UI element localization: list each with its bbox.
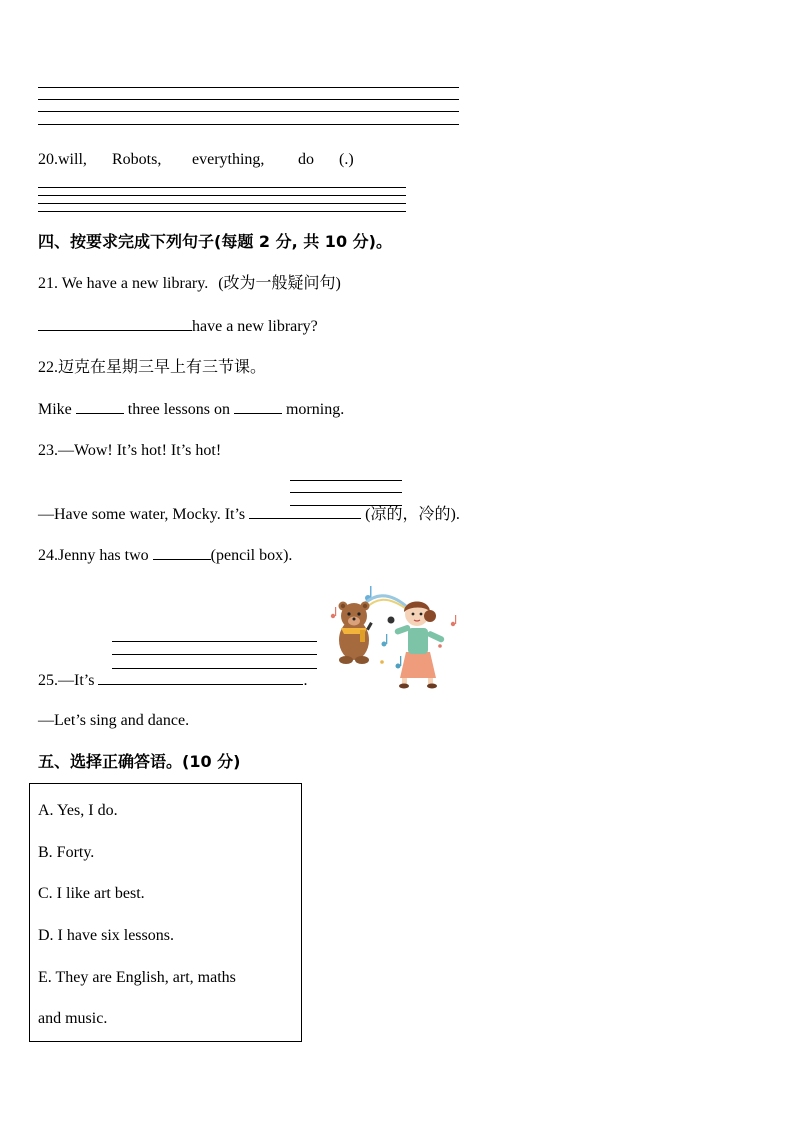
question-number: 22. [38, 359, 58, 376]
answer-line [112, 668, 317, 669]
answer-21 [38, 316, 318, 337]
answer-line [290, 492, 402, 493]
reply-25: —Let’s sing and dance. [38, 712, 190, 729]
answer-blank[interactable] [98, 670, 303, 685]
answer-blank[interactable] [76, 399, 124, 414]
question-text: We have a new library. [58, 275, 209, 292]
question-22 [38, 358, 266, 378]
answer-blank[interactable] [249, 504, 361, 519]
sentence-part: three lessons on [123, 401, 234, 418]
chinese-prompt: 迈克在星期三早上有三节课。 [58, 359, 267, 376]
answer-line [38, 111, 459, 112]
sentence-part: (pencil box). [210, 547, 293, 564]
instruction-note: (改为一般疑问句) [218, 275, 341, 292]
bear-icon [339, 602, 373, 665]
sentence-part: 24.Jenny has two [38, 547, 153, 564]
question-25 [38, 670, 307, 691]
answer-23 [38, 504, 460, 525]
singing-illustration [324, 582, 460, 690]
girl-icon [388, 602, 446, 689]
answer-22 [38, 399, 344, 420]
answer-line [112, 654, 317, 655]
answer-line [38, 124, 459, 125]
option-a: A. Yes, I do. [38, 802, 118, 819]
word-5: (.) [339, 151, 354, 168]
sentence-part: —Have some water, Mocky. It’s [38, 506, 250, 523]
answer-line [112, 641, 317, 642]
question-20 [38, 150, 354, 170]
question-number: 21. [38, 275, 58, 292]
option-d: D. I have six lessons. [38, 927, 174, 944]
answer-blank[interactable] [234, 399, 282, 414]
option-b: B. Forty. [38, 844, 95, 861]
options-box [29, 783, 302, 1042]
sentence-part: . [303, 672, 308, 689]
question-24 [38, 545, 292, 566]
option-c: C. I like art best. [38, 885, 145, 902]
answer-line [38, 195, 406, 196]
sentence-part: (凉的，冷的). [361, 506, 460, 523]
word-2: Robots, [112, 151, 162, 168]
word-3: everything, [192, 151, 265, 168]
answer-blank[interactable] [153, 545, 211, 560]
answer-line [38, 203, 406, 204]
word-4: do [298, 151, 314, 168]
answer-blank[interactable] [38, 316, 192, 331]
word-1: will, [58, 151, 87, 168]
sentence-part: 25.—It’s [38, 672, 99, 689]
answer-line [38, 211, 406, 212]
section-4-heading: 四、按要求完成下列句子(每题 2 分, 共 10 分)。 [38, 232, 392, 251]
option-e-continued: and music. [38, 1010, 108, 1027]
sentence-part: morning. [281, 401, 345, 418]
answer-line [38, 99, 459, 100]
section-5-heading: 五、选择正确答语。(10 分) [38, 752, 241, 771]
option-e: E. They are English, art, maths [38, 969, 236, 986]
answer-line [290, 480, 402, 481]
question-21 [38, 274, 341, 294]
question-number: 20. [38, 151, 58, 168]
question-23: 23.—Wow! It’s hot! It’s hot! [38, 442, 222, 459]
answer-tail: have a new library? [192, 318, 318, 335]
answer-line [38, 87, 459, 88]
answer-line [38, 187, 406, 188]
sentence-part: Mike [38, 401, 76, 418]
